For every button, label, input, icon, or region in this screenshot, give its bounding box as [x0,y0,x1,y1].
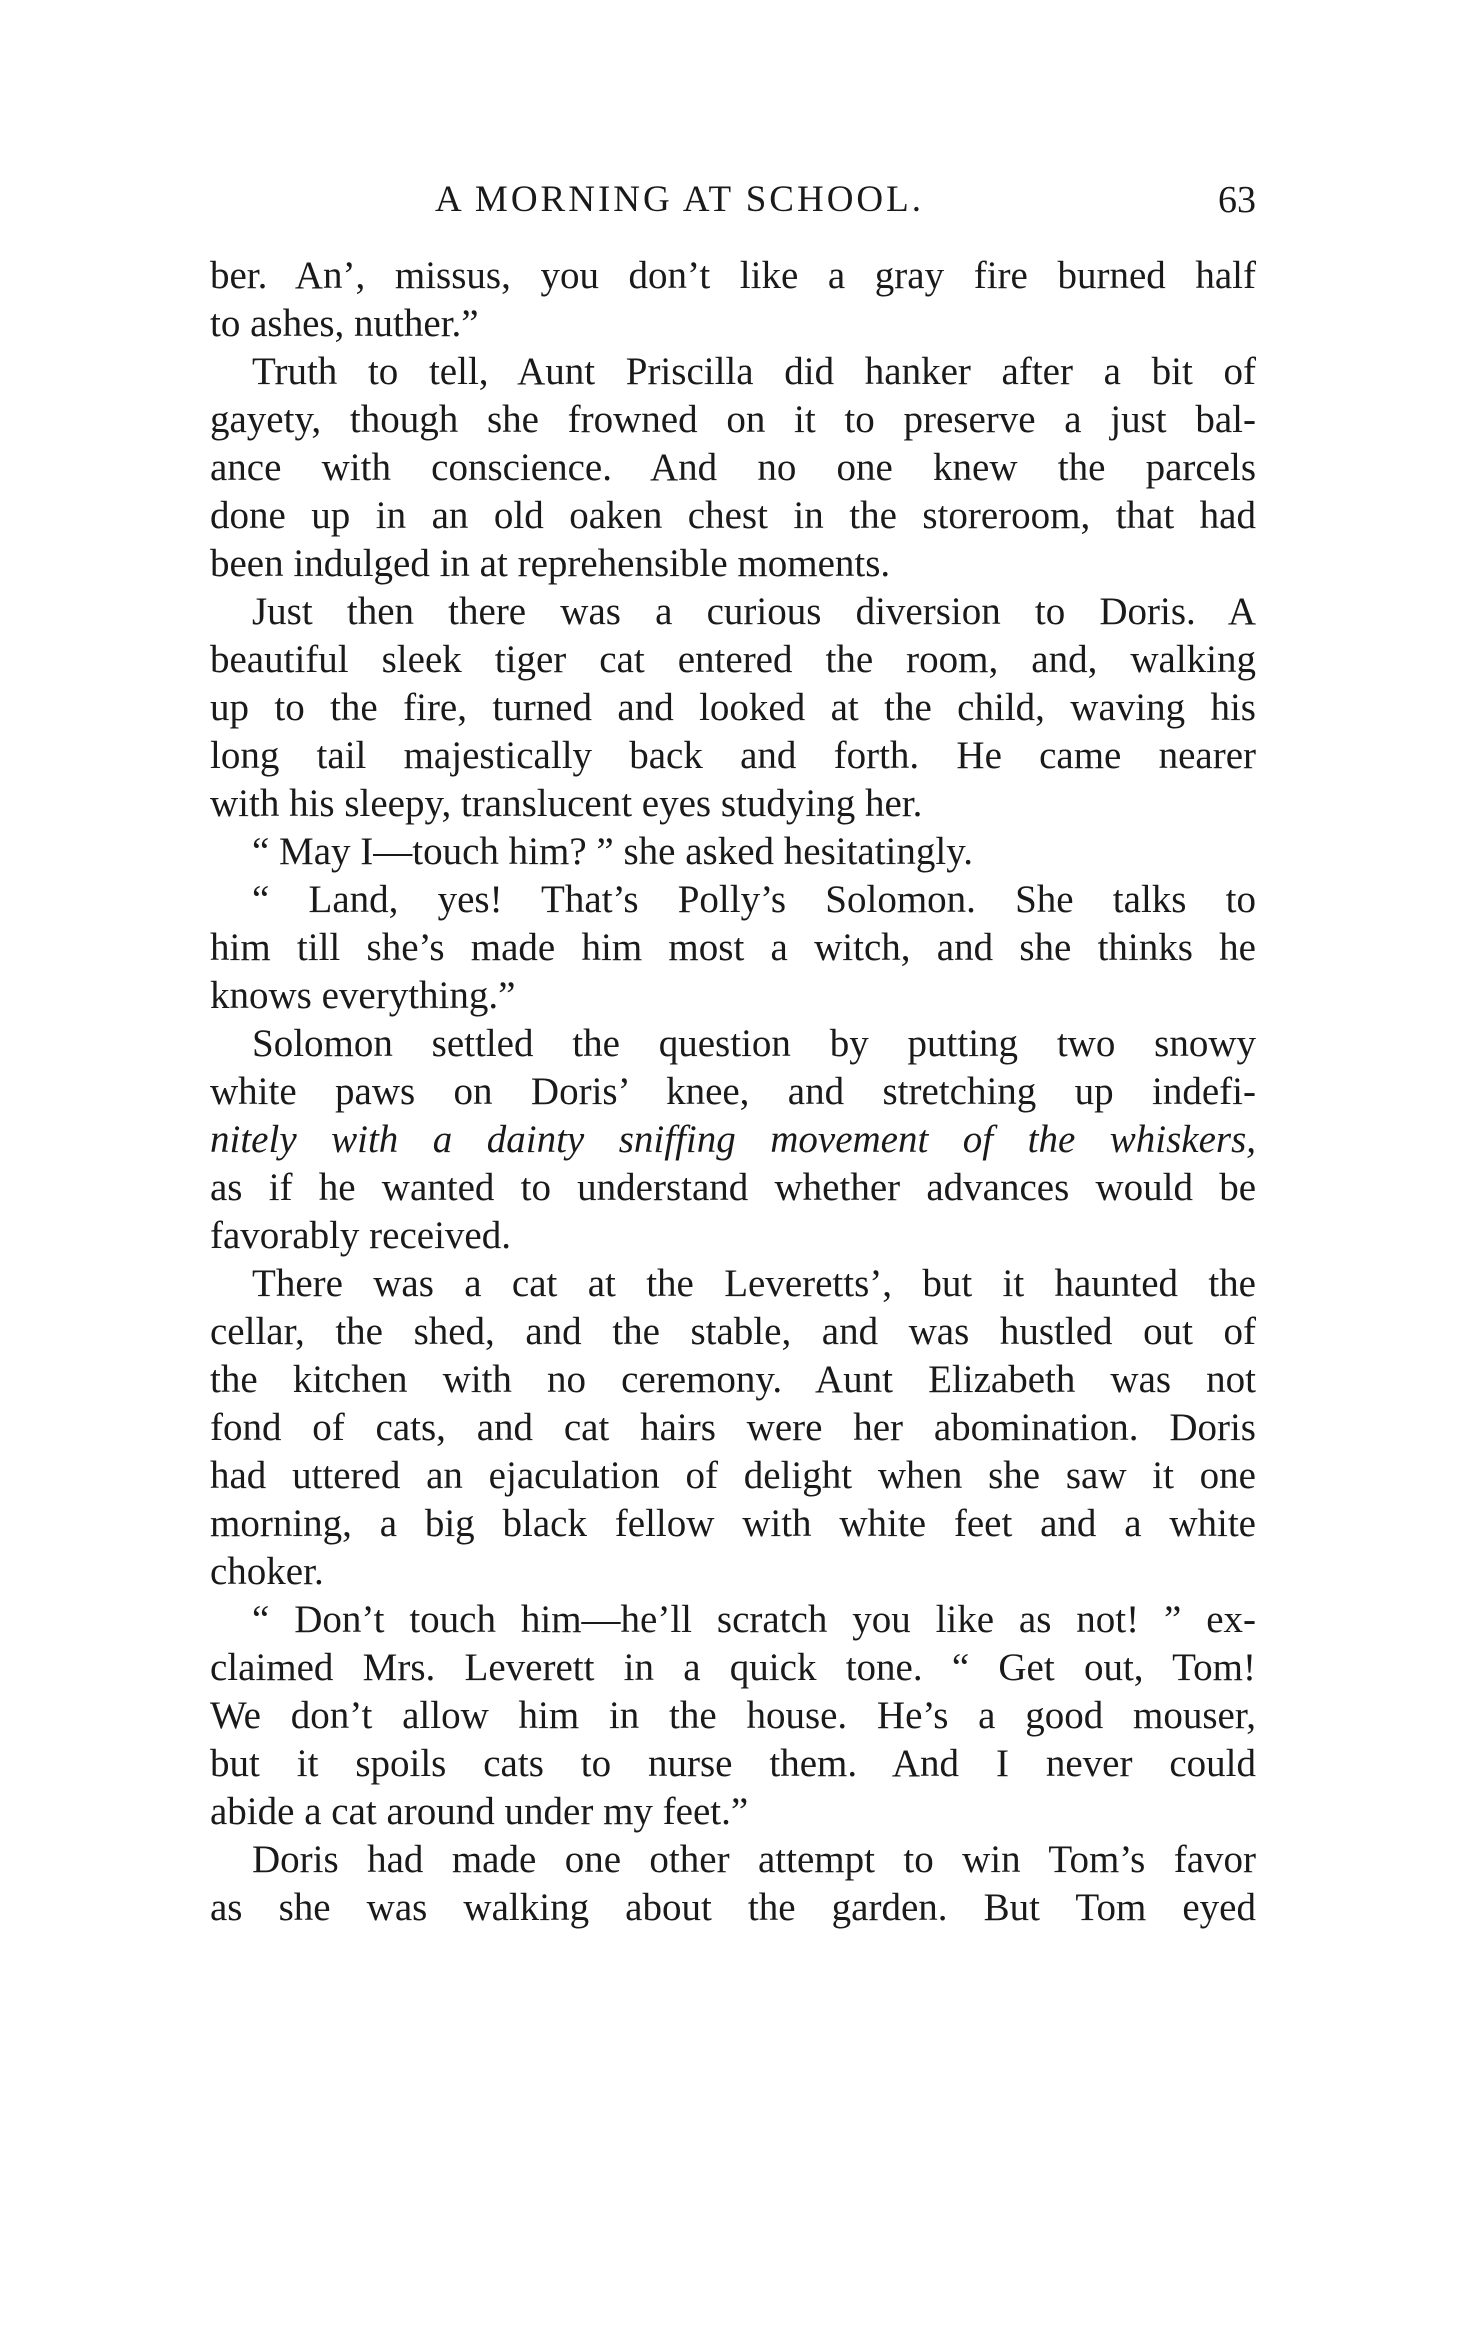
text-line: to ashes, nuther.” [210,302,479,345]
text-line: ance with conscience. And no one knew the parcels [210,446,1256,489]
text-line: nitely with a dainty sniffing movement of the whiskers, [210,1118,1256,1161]
text-line: gayety, though she frowned on it to preserve a just bal- [210,398,1256,441]
text-line: fond of cats, and cat hairs were her abomination. Doris [210,1406,1256,1449]
text-line: had uttered an ejaculation of delight when she saw it one [210,1454,1256,1497]
text-line: abide a cat around under my feet.” [210,1790,749,1833]
text-line: as if he wanted to understand whether advances would be [210,1166,1256,1209]
text-line: ber. An’, missus, you don’t like a gray fire burned half [210,254,1256,297]
text-line: “ Land, yes! That’s Polly’s Solomon. She talks to [252,878,1256,921]
text-line: beautiful sleek tiger cat entered the room, and, walking [210,638,1256,681]
text-line: “ Don’t touch him—he’ll scratch you like as not! ” ex- [252,1598,1256,1641]
chapter-title: A MORNING AT SCHOOL. [435,179,924,220]
text-line: done up in an old oaken chest in the storeroom, that had [210,494,1256,537]
text-line: long tail majestically back and forth. He came nearer [210,734,1256,777]
page-number: 63 [1218,179,1256,221]
text-line: morning, a big black fellow with white feet and a white [210,1502,1256,1545]
text-line: the kitchen with no ceremony. Aunt Elizabeth was not [210,1358,1256,1401]
text-line: knows everything.” [210,974,516,1017]
running-head [210,170,1256,230]
body-text [210,252,1256,1932]
text-line: favorably received. [210,1214,511,1257]
text-line: Doris had made one other attempt to win Tom’s favor [252,1838,1256,1881]
text-line: There was a cat at the Leveretts’, but it haunted the [252,1262,1256,1305]
text-line: him till she’s made him most a witch, and she thinks he [210,926,1256,969]
text-line: We don’t allow him in the house. He’s a good mouser, [210,1694,1256,1737]
text-line: white paws on Doris’ knee, and stretching up indefi- [210,1070,1256,1113]
text-line: Solomon settled the question by putting two snowy [252,1022,1256,1065]
text-line: with his sleepy, translucent eyes studying her. [210,782,923,825]
text-line: but it spoils cats to nurse them. And I never could [210,1742,1256,1785]
text-line: as she was walking about the garden. But Tom eyed [210,1886,1256,1929]
text-line: Just then there was a curious diversion to Doris. A [252,590,1256,633]
text-line: up to the fire, turned and looked at the child, waving his [210,686,1256,729]
text-line: been indulged in at reprehensible moments. [210,542,891,585]
text-line: claimed Mrs. Leverett in a quick tone. “ Get out, Tom! [210,1646,1256,1689]
text-line: Truth to tell, Aunt Priscilla did hanker after a bit of [252,350,1256,393]
text-line: “ May I—touch him? ” she asked hesitatingly. [252,830,973,873]
text-line: cellar, the shed, and the stable, and was hustled out of [210,1310,1256,1353]
text-line: choker. [210,1550,324,1593]
